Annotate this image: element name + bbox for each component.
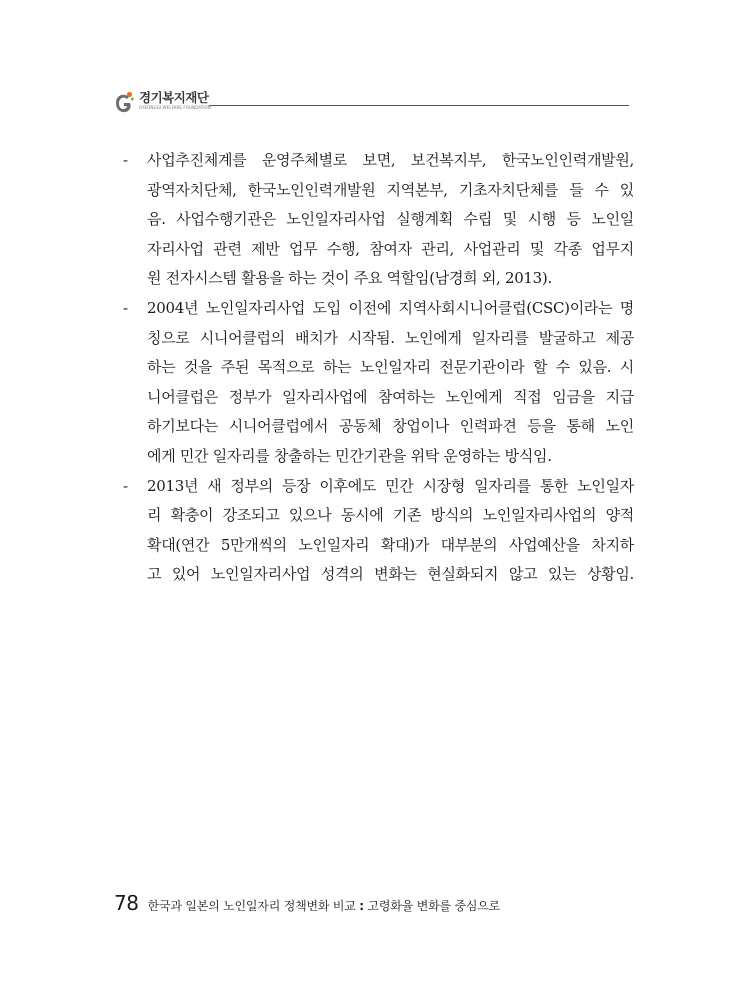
text-line: 에게 민간 일자리를 창출하는 민간기관을 위탁 운영하는 방식임.	[147, 446, 552, 465]
text-line: 칭으로 시니어클럽의 배치가 시작됨. 노인에게 일자리를 발굴하고 제공	[147, 328, 634, 347]
logo-text: 경기복지재단	[139, 90, 209, 105]
book-title-colon: :	[359, 899, 364, 913]
text-line: 음. 사업수행기관은 노인일자리사업 실행계획 수립 및 시행 등 노인일	[147, 210, 634, 229]
text-line: 확대(연간 5만개씩의 노인일자리 확대)가 대부분의 사업예산을 차지하	[147, 535, 634, 554]
text-line: 자리사업 관련 제반 업무 수행, 참여자 관리, 사업관리 및 각종 업무지	[147, 239, 634, 258]
book-title	[148, 899, 501, 913]
text-line: 니어클럽은 정부가 일자리사업에 참여하는 노인에게 직접 임금을 지급	[147, 387, 634, 406]
text-line: 하는 것을 주된 목적으로 하는 노인일자리 전문기관이라 할 수 있음. 시	[147, 358, 634, 377]
book-title-sub: 고령화율 변화를 중심으로	[367, 899, 501, 913]
bullet-dash: -	[123, 298, 129, 317]
bullet-dash: -	[123, 476, 129, 495]
text-line: 리 확충이 강조되고 있으나 동시에 기존 방식의 노인일자리사업의 양적	[147, 506, 634, 525]
text-line: 사업추진체계를 운영주체별로 보면, 보건복지부, 한국노인인력개발원,	[147, 151, 634, 169]
page-footer	[114, 891, 500, 917]
book-title-main: 한국과 일본의 노인일자리 정책변화 비교	[147, 899, 356, 913]
bullet-item	[123, 472, 634, 590]
text-line: 2013년 새 정부의 등장 이후에도 민간 시장형 일자리를 통한 노인일자	[147, 476, 634, 495]
bullet-item	[123, 146, 634, 294]
text-line: 고 있어 노인일자리사업 성격의 변화는 현실화되지 않고 있는 상황임.	[147, 565, 634, 584]
text-line: 광역자치단체, 한국노인인력개발원 지역본부, 기초자치단체를 들 수 있	[147, 180, 634, 199]
bullet-dash: -	[123, 151, 129, 169]
text-line: 하기보다는 시니어클럽에서 공동체 창업이나 인력파견 등을 통해 노인	[147, 417, 634, 436]
page-header	[113, 88, 629, 120]
bullet-item	[123, 294, 634, 472]
header-divider	[209, 105, 629, 106]
text-line: 원 전자시스템 활용을 하는 것이 주요 역할임(남경희 외, 2013).	[147, 269, 552, 288]
foundation-logo-icon	[113, 90, 135, 116]
logo-subtext: GYEONGGI WELFARE FOUNDATION	[139, 105, 211, 110]
text-line: 2004년 노인일자리사업 도입 이전에 지역사회시니어클럽(CSC)이라는 명	[147, 298, 634, 317]
page-number: 78	[114, 891, 139, 915]
body-content	[123, 146, 634, 590]
